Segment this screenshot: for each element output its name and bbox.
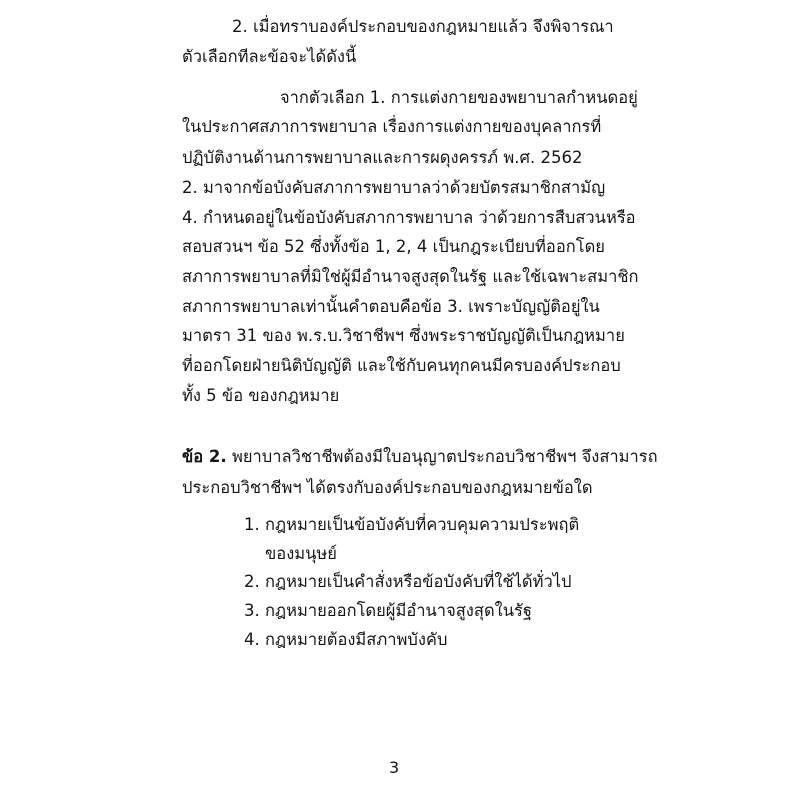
paragraph-2-line-8: สภาการพยาบาลเท่านั้นคำตอบคือข้อ 3. เพราะบัญญัติอยู่ใน (182, 297, 600, 316)
option-4-text: กฎหมายต้องมีสภาพบังคับ (265, 630, 448, 649)
question-text-1: พยาบาลวิชาชีพต้องมีใบอนุญาตประกอบวิชาชีพฯ จึงสามารถ (231, 447, 658, 466)
option-1-text: กฎหมายเป็นข้อบังคับที่ควบคุมความประพฤติ (265, 515, 580, 534)
option-2-number: 2. (244, 572, 260, 591)
page-number: 3 (389, 758, 400, 777)
option-4-number: 4. (244, 630, 260, 649)
paragraph-2-line-7: สภาการพยาบาลที่มิใช่ผู้มีอำนาจสูงสุดในรัฐ และใช้เฉพาะสมาชิก (182, 267, 639, 286)
paragraph-2-line-5: 4. กำหนดอยู่ในข้อบังคับสภาการพยาบาล ว่าด้วยการสืบสวนหรือ (182, 208, 636, 227)
paragraph-2-line-2: ในประกาศสภาการพยาบาล เรื่องการแต่งกายของบุคลากรที่ (182, 117, 602, 136)
question-line-2: ประกอบวิชาชีพฯ ได้ตรงกับองค์ประกอบของกฎหมายข้อใด (182, 478, 593, 497)
paragraph-2-line-4: 2. มาจากข้อบังคับสภาการพยาบาลว่าด้วยบัตรสมาชิกสามัญ (182, 178, 606, 197)
paragraph-2-line-9: มาตรา 31 ของ พ.ร.บ.วิชาชีพฯ ซึ่งพระราชบัญญัติเป็นกฎหมาย (182, 326, 625, 345)
paragraph-2-line-10: ที่ออกโดยฝ่ายนิติบัญญัติ และใช้กับคนทุกคนมีครบองค์ประกอบ (182, 356, 621, 375)
option-2 (244, 572, 572, 592)
option-1 (244, 515, 579, 535)
option-3-number: 3. (244, 601, 260, 620)
question-line-1 (182, 447, 658, 467)
paragraph-2-line-3: ปฏิบัติงานด้านการพยาบาลและการผดุงครรภ์ พ.ศ. 2562 (182, 148, 583, 167)
paragraph-1-line-1: 2. เมื่อทราบองค์ประกอบของกฎหมายแล้ว จึงพิจารณา (232, 17, 614, 36)
option-3 (244, 601, 532, 621)
option-1-continuation: ของมนุษย์ (265, 544, 337, 563)
option-1-number: 1. (244, 515, 260, 534)
paragraph-2-line-1: จากตัวเลือก 1. การแต่งกายของพยาบาลกำหนดอยู่ (280, 88, 638, 107)
option-4 (244, 630, 447, 650)
paragraph-1-line-2: ตัวเลือกทีละข้อจะได้ดังนี้ (182, 47, 357, 66)
paragraph-2-line-11: ทั้ง 5 ข้อ ของกฎหมาย (182, 386, 340, 405)
option-3-text: กฎหมายออกโดยผู้มีอำนาจสูงสุดในรัฐ (265, 601, 532, 620)
option-2-text: กฎหมายเป็นคำสั่งหรือข้อบังคับที่ใช้ได้ทั่วไป (265, 572, 572, 591)
question-number: ข้อ 2. (182, 447, 227, 466)
paragraph-2-line-6: สอบสวนฯ ข้อ 52 ซึ่งทั้งข้อ 1, 2, 4 เป็นกฎระเบียบที่ออกโดย (182, 237, 605, 256)
